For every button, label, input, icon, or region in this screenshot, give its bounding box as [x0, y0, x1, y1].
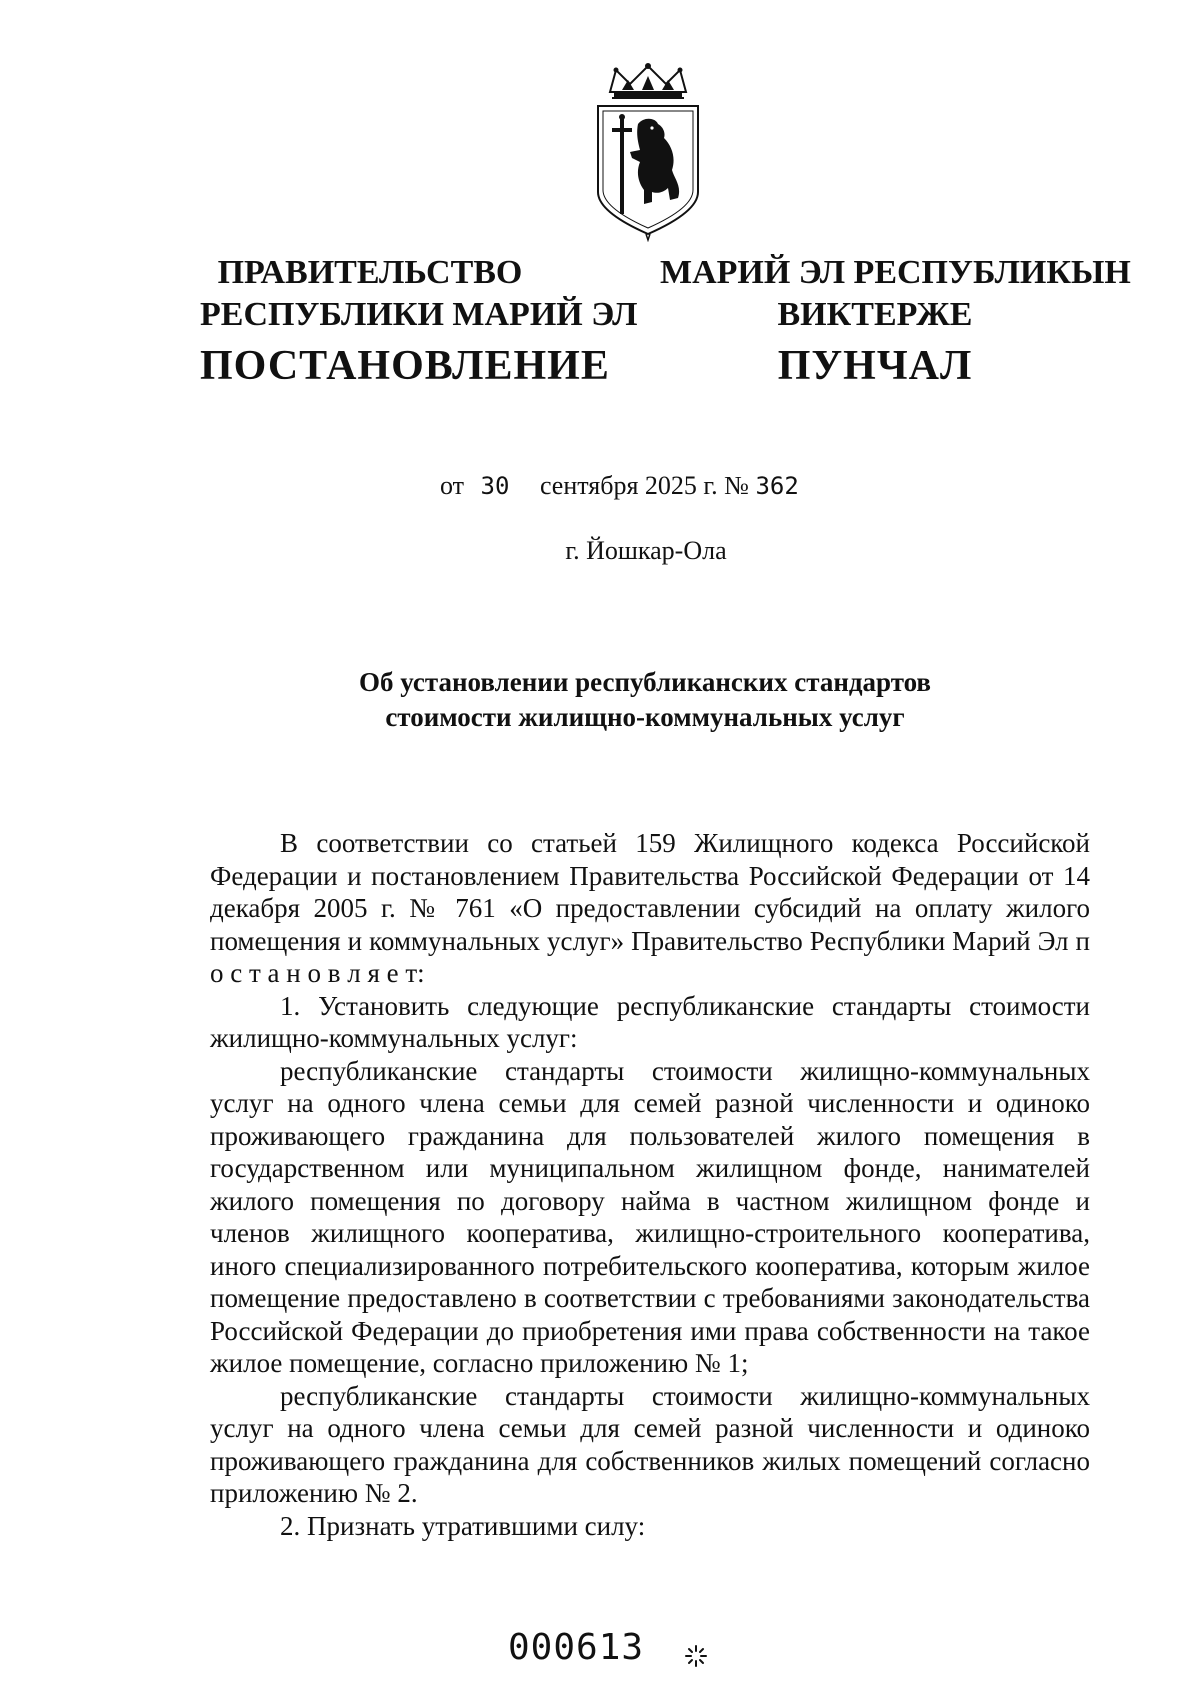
- header-right-line2: ВИКТЕРЖЕ: [777, 296, 973, 333]
- footer-serial-number: 000613: [508, 1627, 645, 1668]
- date-line: [440, 470, 799, 502]
- date-month-year: сентября 2025 г. №: [539, 471, 749, 500]
- body-paragraph-5: 2. Признать утратившими силу:: [280, 1510, 646, 1541]
- header-left-doc-type: ПОСТАНОВЛЕНИЕ: [200, 343, 610, 389]
- city-line: г. Йошкар-Ола: [565, 536, 727, 565]
- header-right-line1: МАРИЙ ЭЛ РЕСПУБЛИКЫН: [660, 254, 1131, 291]
- coat-of-arms-emblem-icon: [592, 62, 704, 242]
- header-left-line2: РЕСПУБЛИКИ МАРИЙ ЭЛ: [200, 296, 638, 333]
- body-paragraph-1: В соответствии со статьей 159 Жилищного кодекса Российской Федерации и постановлением Правительства Российской Федерации от 14 декабря 2005 г. № 761 «О предоставлении субсидий на оплату жилого помещения и коммунальных услуг» Правительство Республики Марий Эл п о с т а н о в л я е т:: [210, 828, 1090, 988]
- title-line1: Об установлении республиканских стандартов: [358, 667, 932, 697]
- body-paragraph-2: 1. Установить следующие республиканские стандарты стоимости жилищно-коммунальных услуг:: [210, 990, 1090, 1053]
- header-right-doc-type: ПУНЧАЛ: [777, 343, 973, 389]
- document-title: [300, 665, 990, 735]
- document-body: [210, 827, 1090, 1542]
- body-paragraph-3: республиканские стандарты стоимости жилищно-коммунальных услуг на одного члена семьи для семей разной численности и одиноко проживающего гражданина для пользователей жилого помещения в государственном или муниципальном жилищном фонде, нанимателей жилого помещения по договору найма в частном жилищном фонде и членов жилищного кооператива, жилищно-строительного кооператива, иного специализированного потребительского кооператива, которым жилое помещение предоставлено в соответствии с требованиями законодательства Российской Федерации до приобретения ими права собственности на такое жилое помещение, согласно приложению № 1;: [210, 1055, 1090, 1378]
- title-line2: стоимости жилищно-коммунальных услуг: [385, 702, 905, 732]
- asterisk-mark-icon: [683, 1643, 709, 1669]
- body-paragraph-4: республиканские стандарты стоимости жилищно-коммунальных услуг на одного члена семьи для семей разной численности и одиноко проживающего гражданина для собственников жилых помещений согласно приложению № 2.: [210, 1380, 1090, 1508]
- date-prefix: от: [440, 471, 465, 500]
- header-left-line1: ПРАВИТЕЛЬСТВО: [217, 254, 523, 291]
- document-number: 362: [755, 472, 799, 500]
- date-day: 30: [480, 472, 510, 500]
